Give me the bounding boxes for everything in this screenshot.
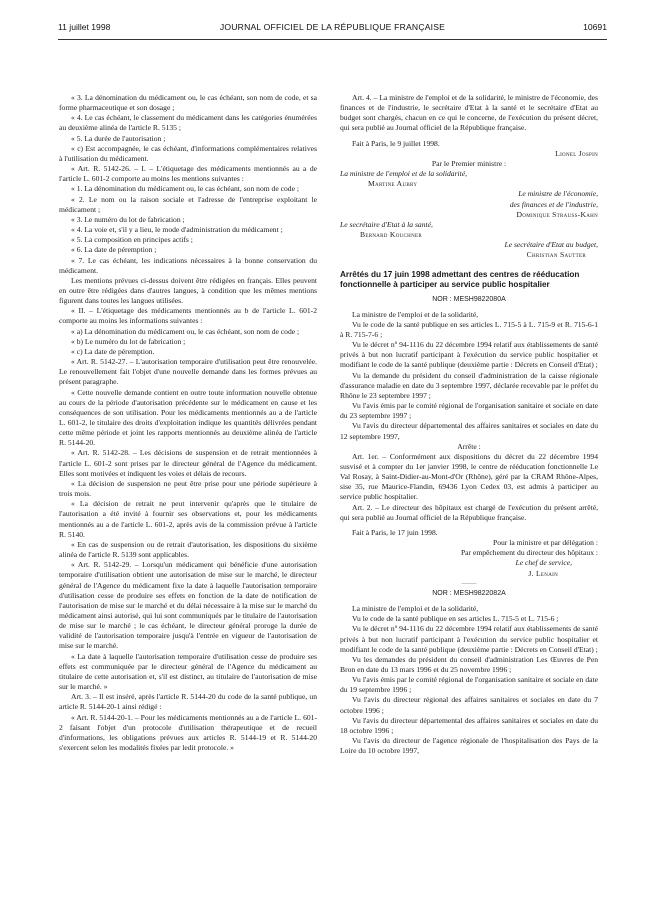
article-4: Art. 4. – La ministre de l'emploi et de la solidarité, le ministre de l'économie, des finances et de l'industrie, le secrétaire d'Etat à la santé et le secrétaire d'Etat au budget sont chargés, chacun en ce qui le concerne, de l'exécution du présent décret, qui sera publié au Journal officiel de la République française. [340, 93, 598, 133]
paragraph: « La décision de suspension ne peut être prise pour une période supérieure à trois mois. [59, 478, 317, 499]
page-header [58, 22, 607, 36]
paragraph: « b) Le numéro du lot de fabrication ; [71, 336, 186, 346]
signatory-title: La ministre de l'emploi et de la solidarité, [340, 169, 468, 179]
nor-reference: NOR : MESH9822082A [432, 589, 506, 597]
paragraph: « c) Est accompagnée, le cas échéant, d'informations complémentaires relatives à l'utilisation du médicament. [59, 143, 317, 163]
paragraph: « La décision de retrait ne peut intervenir qu'après que le titulaire de l'autorisation a été invité à fournir ses observations et, pour les médicaments mentionnés au a de l'article L. 601-2, après avis de la commission prévue à l'article R. 5140. [59, 499, 317, 539]
paragraph: Vu les demandes du président du conseil d'administration Les Œuvres de Pen Bron en date du 13 mars 1996 et du 25 novembre 1996 ; [340, 654, 598, 674]
header-date: 11 juillet 1998 [58, 22, 111, 32]
article-2: Art. 2. – Le directeur des hôpitaux est chargé de l'exécution du présent arrêté, qui sera publié au Journal officiel de la République française. [340, 502, 598, 522]
signatory-name: Dominique Strauss-Kahn [516, 209, 598, 219]
paragraph: « Art. R. 5142-27. – L'autorisation temporaire d'utilisation peut être renouvelée. Le renouvellement fait l'objet d'une nouvelle demande dans les formes prévues au présent paragraphe. [59, 357, 317, 387]
paragraph: Vu le décret nº 94-1116 du 22 décembre 1994 relatif aux établissements de santé privés à but non lucratif participant à l'exécution du service public hospitalier et modifiant le code de la santé publique (deuxième partie : Décrets en Conseil d'Etat) ; [340, 624, 598, 654]
signatory-title: Le ministre de l'économie, [518, 189, 598, 199]
paragraph: « 3. Le numéro du lot de fabrication ; [71, 214, 185, 224]
right-column [340, 93, 598, 892]
paragraph: Vu l'avis du directeur départemental des affaires sanitaires et sociales en date du 18 octobre 1996 ; [340, 715, 598, 735]
separator: ––––– [461, 580, 477, 587]
paragraph: « 5. La durée de l'autorisation ; [71, 133, 166, 143]
signatory-title: des finances et de l'industrie, [509, 199, 598, 209]
delegation-line: Pour la ministre et par délégation : [492, 538, 598, 548]
paragraph: « Cette nouvelle demande contient en outre toute information nouvelle obtenue au cours de la période d'autorisation précédente sur le médicament en cause et les conséquences de son utilisation. Pour les médicaments mentionnés au a de l'article L. 601-2, le titulaire des droits d'exploitation indique les quantités délivrées pendant cette même période et joint les rapports mentionnés au deuxième alinéa de l'article R. 5144-20. [59, 387, 317, 448]
paragraph: « 2. Le nom ou la raison sociale et l'adresse de l'entreprise exploitant le médicament ; [59, 194, 317, 214]
paragraph: « Art. R. 5144-20-1. – Pour les médicaments mentionnés au a de l'article L. 601-2 faisant l'objet d'un protocole d'utilisation thérapeutique et de recueil d'informations, les obligations prévues aux articles R. 5144-19 et R. 5144-20 s'exercent selon les modalités fixées par ledit protocole. » [59, 712, 317, 752]
paragraph: « Art. R. 5142-29. – Lorsqu'un médicament qui bénéficie d'une autorisation temporaire d'utilisation obtient une autorisation de mise sur le marché, le directeur général de l'Agence du médicament fixe la date à laquelle l'autorisation temporaire d'utilisation cesse de produire ses effets en fonction de la date de notification de l'autorisation de mise sur le marché et du délai nécessaire à la mise sur le marché du médicament ainsi autorisé, qui lui sont communiqués par le titulaire de l'autorisation de mise sur le marché ; le cas échéant, le directeur général proroge la durée de validité de l'autorisation temporaire jusqu'à l'entrée en vigueur de l'autorisation de mise sur le marché. [59, 560, 317, 651]
signatory-name: Christian Sautter [526, 250, 586, 260]
signatory-name: Bernard Kouchner [360, 230, 422, 240]
paragraph: « 6. La date de péremption ; [71, 245, 157, 255]
signatory-name: Martine Aubry [368, 179, 418, 189]
paragraph: « II. – L'étiquetage des médicaments mentionnés au b de l'article L. 601-2 comporte au moins les informations suivantes : [59, 306, 317, 326]
paragraph: Les mentions prévues ci-dessus doivent être rédigées en français. Elles peuvent en outre être rédigées dans d'autres langues, à condition que les mêmes mentions figurent dans toutes les langues utilisées. [59, 275, 317, 306]
signature-pm: Lionel Jospin [555, 148, 598, 158]
paragraph: Vu le code de la santé publique en ses articles L. 715-5 et L. 715-6 ; [352, 614, 559, 624]
paragraph: Vu l'avis du directeur départemental des affaires sanitaires et sociales en date du 12 septembre 1997, [340, 421, 598, 441]
paragraph: « 3. La dénomination du médicament ou, le cas échéant, son nom de code, et sa forme pharmaceutique et son dosage ; [59, 93, 317, 113]
paragraph: « 1. La dénomination du médicament ou, le cas échéant, son nom de code ; [71, 184, 299, 194]
paragraph: Vu le code de la santé publique en ses articles L. 715-5 à L. 715-9 et R. 715-6-1 à R. 715-7-6 ; [340, 319, 598, 339]
paragraph: Vu l'avis du directeur régional des affaires sanitaires et sociales en date du 7 octobre 1996 ; [340, 695, 598, 715]
header-page-number: 10691 [583, 22, 607, 32]
paragraph: « En cas de suspension ou de retrait d'autorisation, les dispositions du sixième alinéa de l'article R. 5139 sont applicables. [59, 539, 317, 560]
paragraph: « Art. R. 5142-26. – I. – L'étiquetage des médicaments mentionnés au a de l'article L. 601-2 comporte au moins les mentions suivantes : [59, 164, 317, 184]
arretes-title: Arrêtés du 17 juin 1998 admettant des centres de rééducation fonctionnelle à participer au service public hospitalier [340, 269, 580, 289]
paragraph: « La date à laquelle l'autorisation temporaire d'utilisation cesse de produire ses effets est communiquée par le directeur général de l'Agence du médicament au titulaire de cette autorisation et, s'il est distinct, au titulaire de l'autorisation de mise sur le marché. » [59, 651, 317, 692]
paragraph: « c) La date de péremption. [71, 346, 155, 356]
fait-a-paris: Fait à Paris, le 17 juin 1998. [352, 527, 438, 537]
paragraph: « 5. La composition en principes actifs ; [71, 235, 193, 245]
paragraph: « 7. Le cas échéant, les indications nécessaires à la bonne conservation du médicament. [59, 255, 317, 275]
paragraph: La ministre de l'emploi et de la solidarité, [352, 309, 479, 319]
signatory-title: Le secrétaire d'Etat au budget, [504, 240, 598, 250]
paragraph: Art. 3. – Il est inséré, après l'article R. 5144-20 du code de la santé publique, un article R. 5144-20-1 ainsi rédigé : [59, 692, 317, 712]
paragraph: Vu l'avis émis par le comité régional de l'organisation sanitaire et sociale en date du 23 septembre 1997 ; [340, 401, 598, 421]
left-column [59, 93, 317, 892]
article-1: Art. 1er. – Conformément aux dispositions du décret du 22 décembre 1994 susvisé et à compter du 1er janvier 1998, le centre de rééducation fonctionnelle Le Val Rosay, à Saint-Didier-au-Mont-d'Or (Rhône), géré par la CRAM Rhône-Alpes, sise 35, rue Maurice-Flandin, 69436 Lyon Cedex 03, est admis à participer au service public hospitalier. [340, 451, 598, 502]
paragraph: La ministre de l'emploi et de la solidarité, [352, 604, 479, 614]
paragraph: « Art. R. 5142-28. – Les décisions de suspension et de retrait mentionnées à l'article L. 601-2 sont prises par le directeur général de l'Agence du médicament. Elles sont motivées et indiquent les voies et délais de recours. [59, 448, 317, 478]
paragraph: Vu la demande du président du conseil d'administration de la caisse régionale d'assurance maladie en date du 3 septembre 1997, déclarée recevable par le préfet du Rhône le 23 septembre 1997 ; [340, 370, 598, 400]
header-journal-title: JOURNAL OFFICIEL DE LA RÉPUBLIQUE FRANÇAISE [219, 22, 446, 32]
paragraph: Vu l'avis émis par le comité régional de l'organisation sanitaire et sociale en date du 19 septembre 1996 ; [340, 675, 598, 695]
signatory-title: Le secrétaire d'Etat à la santé, [340, 219, 433, 229]
paragraph: Vu le décret nº 94-1116 du 22 décembre 1994 relatif aux établissements de santé privés à but non lucratif participant à l'exécution du service public hospitalier et modifiant le code de la santé publique (deuxième partie : Décrets en Conseil d'Etat) ; [340, 340, 598, 370]
arrete-heading: Arrête : [457, 441, 481, 451]
nor-reference: NOR : MESH9822080A [432, 295, 506, 303]
signatory-title: Le chef de service, [515, 558, 572, 568]
delegation-line: Par empêchement du directeur des hôpitaux : [460, 548, 598, 558]
signatory-name: J. Lenain [528, 568, 558, 578]
paragraph: « 4. La voie et, s'il y a lieu, le mode d'administration du médicament ; [71, 225, 283, 235]
fait-a-paris: Fait à Paris, le 9 juillet 1998. [352, 138, 440, 148]
pm-intro: Par le Premier ministre : [431, 158, 507, 168]
paragraph: « 4. Le cas échéant, le classement du médicament dans les catégories énumérées au deuxième alinéa de l'article R. 5135 ; [59, 113, 317, 133]
paragraph: « a) La dénomination du médicament ou, le cas échéant, son nom de code ; [71, 326, 300, 336]
paragraph: Vu l'avis du directeur de l'agence régionale de l'hospitalisation des Pays de la Loire du 10 octobre 1997, [340, 736, 598, 756]
header-rule [58, 39, 607, 40]
